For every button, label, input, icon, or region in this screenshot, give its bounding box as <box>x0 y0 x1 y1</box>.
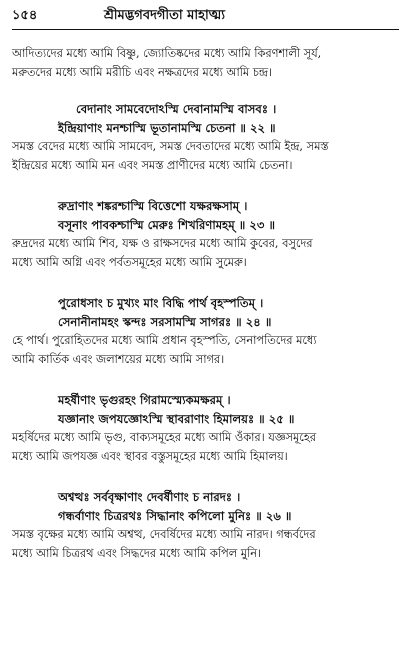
header-rule <box>12 29 399 30</box>
translation-line: আমি কার্তিক এবং জলাশয়ের মধ্যে আমি সাগর। <box>12 353 225 366</box>
verse-line-1: বেদানাং সামবেদোঽস্মি দেবানামস্মি বাসবঃ । <box>76 102 277 116</box>
verse-block-22 <box>12 100 399 175</box>
verse-line-2: গন্ধর্বাণাং চিত্ররথঃ সিদ্ধানাং কপিলো মুনিঃ ॥ ২৬ ॥ <box>58 508 292 523</box>
translation-line: সমস্ত বৃক্ষের মধ্যে আমি অশ্বত্থ, দেবর্ষিদের মধ্যে আমি নারদ। গন্ধর্বদের <box>12 528 316 541</box>
page-header <box>12 6 399 28</box>
verse-line-2: বসূনাং পাবকশ্চাস্মি মেরুঃ শিখরিণামহম্ ॥ ২৩ ॥ <box>58 217 276 232</box>
page-number: ১৫৪ <box>12 8 38 23</box>
translation-line: মধ্যে আমি অগ্নি এবং পর্বতসমূহের মধ্যে আমি সুমেরু। <box>12 256 247 269</box>
translation-line: ইন্দ্রিয়ের মধ্যে আমি মন এবং সমস্ত প্রাণীদের মধ্যে আমি চেতনা। <box>12 159 293 172</box>
verse-block-24 <box>12 294 399 369</box>
translation-line: মহর্ষিদের মধ্যে আমি ভৃগু, বাক্যসমূহের মধ্যে আমি ওঁকার। যজ্ঞসমূহের <box>12 431 316 444</box>
running-title: শ্রীমদ্ভগবদগীতা মাহাত্ম্য <box>104 8 226 23</box>
intro-paragraph <box>12 44 399 82</box>
translation-line: হে পার্থ। পুরোহিতদের মধ্যে আমি প্রধান বৃহস্পতি, সেনাপতিদের মধ্যে <box>12 334 317 347</box>
bengali-translation <box>12 234 399 272</box>
bengali-translation <box>12 525 399 563</box>
verse-block-26 <box>12 488 399 563</box>
verse-block-23 <box>12 197 399 272</box>
verse-line-1: অশ্বত্থঃ সর্ববৃক্ষাণাং দেবর্ষীণাং চ নারদঃ । <box>58 490 241 504</box>
translation-line: রুদ্রদের মধ্যে আমি শিব, যক্ষ ও রাক্ষসদের মধ্যে আমি কুবের, বসুদের <box>12 237 313 250</box>
verse-line-2: সেনানীনামহং স্কন্দঃ সরসামস্মি সাগরঃ ॥ ২৪ ॥ <box>58 314 272 329</box>
bengali-translation <box>12 137 399 175</box>
intro-line: আদিত্যদের মধ্যে আমি বিষ্ণু, জ্যোতিষ্কদের মধ্যে আমি কিরণশালী সূর্য, <box>12 47 322 60</box>
sanskrit-verse <box>12 391 399 428</box>
sanskrit-verse <box>12 488 399 525</box>
translation-line: মধ্যে আমি চিত্ররথ এবং সিদ্ধদের মধ্যে আমি কপিল মুনি। <box>12 547 262 560</box>
bengali-translation <box>12 331 399 369</box>
translation-line: মধ্যে আমি জপযজ্ঞ এবং স্থাবর বস্তুসমূহের মধ্যে আমি হিমালয়। <box>12 450 288 463</box>
sanskrit-verse <box>12 294 399 331</box>
verse-line-2: ইন্দ্রিয়াণাং মনশ্চাস্মি ভূতানামস্মি চেতনা ॥ ২২ ॥ <box>58 120 276 135</box>
translation-line: সমস্ত বেদের মধ্যে আমি সামবেদ, সমস্ত দেবতাদের মধ্যে আমি ইন্দ্র, সমস্ত <box>12 140 329 153</box>
verse-line-1: মহর্ষীণাং ভৃগুরহং গিরামস্ম্যেকমক্ষরম্ । <box>58 393 231 407</box>
sanskrit-verse <box>12 197 399 234</box>
verse-line-2: যজ্ঞানাং জপযজ্ঞোঽস্মি স্থাবরাণাং হিমালয়ঃ ॥ ২৫ ॥ <box>58 411 295 426</box>
bengali-translation <box>12 428 399 466</box>
intro-line: মরুতদের মধ্যে আমি মরীচি এবং নক্ষত্রদের মধ্যে আমি চন্দ্র। <box>12 66 272 79</box>
verse-block-25 <box>12 391 399 466</box>
verse-line-1: পুরোধসাং চ মুখ্যং মাং বিদ্ধি পার্থ বৃহস্পতিম্ । <box>58 296 264 310</box>
verse-line-1: রুদ্রাণাং শঙ্করশ্চাস্মি বিত্তেশো যক্ষরক্ষসাম্ । <box>58 199 248 213</box>
sanskrit-verse <box>12 100 399 137</box>
